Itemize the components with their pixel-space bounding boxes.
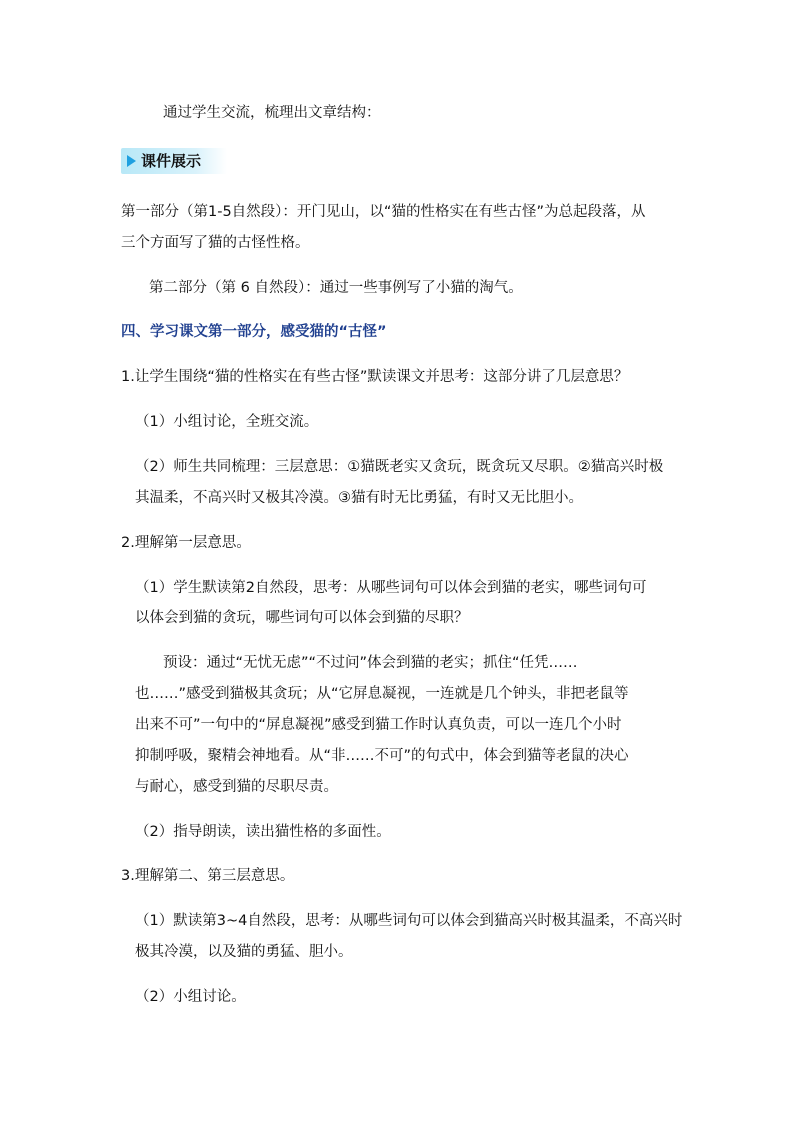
question-one: 1.让学生围绕“猫的性格实在有些古怪”默读课文并思考：这部分讲了几层意思？ [121,369,629,385]
part-two-line: 第二部分（第 6 自然段）：通过一些事例写了小猫的淘气。 [149,280,523,296]
courseware-badge [121,148,227,174]
preset-line-3: 出来不可”一句中的“屏息凝视”感受到猫工作时认真负责，可以一连几个小时 [135,717,622,733]
section-four-heading: 四、学习课文第一部分，感受猫的“古怪” [121,324,387,340]
question-two: 2.理解第一层意思。 [121,535,251,551]
intro-line: 通过学生交流，梳理出文章结构： [163,105,381,121]
question-two-step-1-line-2: 以体会到猫的贪玩，哪些词句可以体会到猫的尽职？ [135,610,469,626]
question-two-step-1-line-1: （1）学生默读第2自然段，思考：从哪些词句可以体会到猫的老实，哪些词句可 [135,580,647,596]
preset-line-5: 与耐心，感受到猫的尽职尽责。 [135,779,338,795]
preset-line-1: 预设：通过“无忧无虑”“不过问”体会到猫的老实；抓住“任凭…… [163,655,578,671]
question-three: 3.理解第二、第三层意思。 [121,868,295,884]
preset-line-2: 也……”感受到猫极其贪玩；从“它屏息凝视，一连就是几个钟头，非把老鼠等 [135,686,629,702]
preset-line-4: 抑制呼吸，聚精会神地看。从“非……不可”的句式中，体会到猫等老鼠的决心 [135,748,629,764]
play-triangle-icon [127,155,136,167]
question-three-step-2: （2）小组讨论。 [135,989,246,1005]
question-one-step-2-line-2: 其温柔，不高兴时又极其冷漠。③猫有时无比勇猛，有时又无比胆小。 [135,490,583,506]
question-one-step-1: （1）小组讨论，全班交流。 [135,414,319,430]
question-three-step-1-line-1: （1）默读第3~4自然段，思考：从哪些词句可以体会到猫高兴时极其温柔，不高兴时 [135,913,683,929]
part-one-line-1: 第一部分（第1-5自然段）：开门见山，以“猫的性格实在有些古怪”为总起段落，从 [121,204,646,220]
question-one-step-2-line-1: （2）师生共同梳理：三层意思：①猫既老实又贪玩，既贪玩又尽职。②猫高兴时极 [135,459,664,475]
part-one-line-2: 三个方面写了猫的古怪性格。 [121,235,310,251]
question-two-step-2: （2）指导朗读，读出猫性格的多面性。 [135,824,391,840]
courseware-badge-label: 课件展示 [141,152,202,170]
question-three-step-1-line-2: 极其冷漠，以及猫的勇猛、胆小。 [135,944,353,960]
